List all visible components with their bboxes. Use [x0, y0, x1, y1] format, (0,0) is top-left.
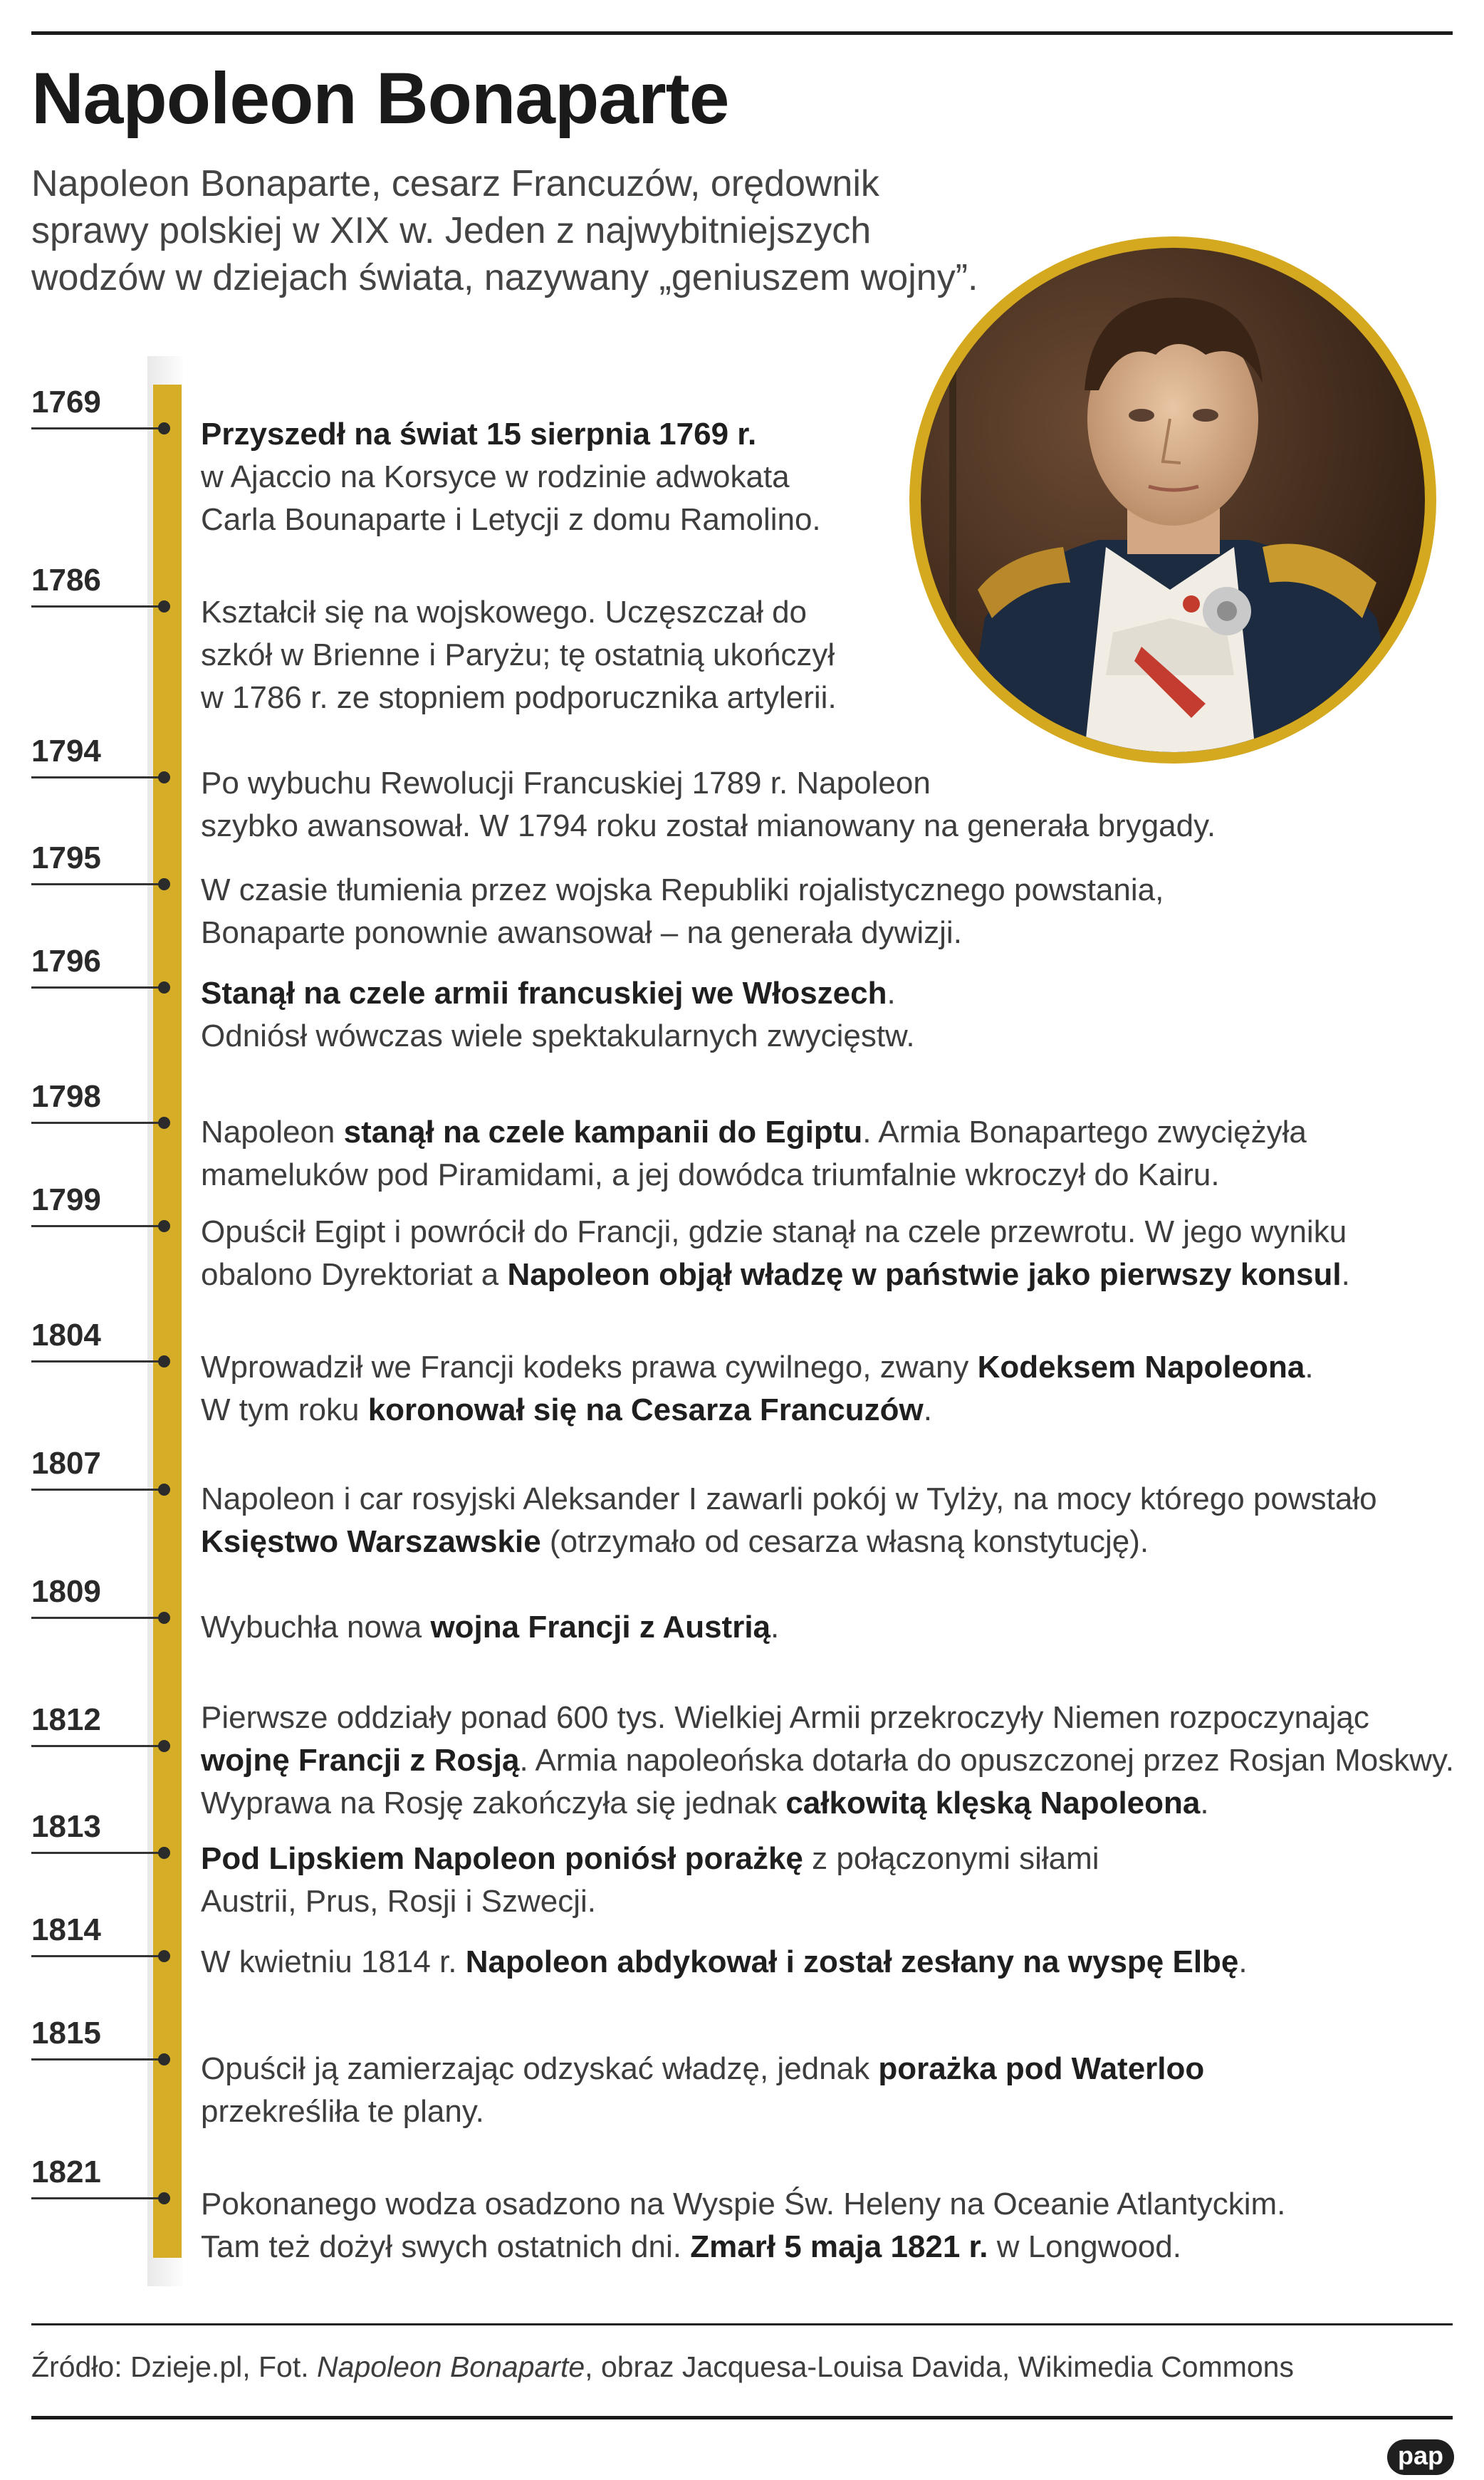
timeline-year: 1786: [31, 563, 101, 598]
timeline-entry: [201, 2183, 1285, 2268]
entry-text: .: [1200, 1786, 1209, 1820]
timeline-year: 1796: [31, 944, 101, 979]
timeline-tick: [31, 2197, 167, 2199]
timeline-tick: [31, 1617, 167, 1619]
source-credit: [31, 2350, 1294, 2384]
timeline-year: 1798: [31, 1079, 101, 1114]
entry-line: [201, 1606, 779, 1649]
timeline-entry: [201, 869, 1164, 954]
entry-line: [201, 499, 821, 541]
entry-text: Carla Bounaparte i Letycji z domu Ramolino.: [201, 502, 821, 537]
entry-text: Wybuchła nowa: [201, 1610, 431, 1645]
entry-line: [201, 2090, 1204, 2133]
timeline-dot: [158, 1117, 170, 1129]
entry-line: [201, 1782, 1454, 1825]
timeline-tick: [31, 883, 167, 885]
entry-text: Napoleon: [201, 1115, 344, 1150]
entry-text: Odniósł wówczas wiele spektakularnych zwycięstw.: [201, 1018, 915, 1053]
timeline-tick: [31, 1955, 167, 1957]
entry-text: Opuścił ją zamierzając odzyskać władzę, jednak: [201, 2051, 879, 2086]
timeline-year: 1769: [31, 385, 101, 420]
timeline-year: 1799: [31, 1182, 101, 1217]
entry-line: [201, 1346, 1314, 1389]
entry-line: [201, 1389, 1314, 1432]
timeline-entry: [201, 1111, 1307, 1197]
timeline-dot: [158, 1847, 170, 1859]
entry-line: [201, 634, 837, 677]
intro-line: wodzów w dziejach świata, nazywany „geniuszem wojny”.: [31, 257, 978, 298]
entry-highlight: Pod Lipskiem Napoleon poniósł porażkę: [201, 1841, 803, 1876]
timeline-entry: [201, 1697, 1454, 1825]
timeline-tick: [31, 1360, 167, 1363]
entry-text: . Armia Bonapartego zwyciężyła: [862, 1115, 1307, 1150]
entry-text: mameluków pod Piramidami, a jej dowódca triumfalnie wkroczył do Kairu.: [201, 1157, 1220, 1192]
timeline-year: 1821: [31, 2155, 101, 2189]
timeline-tick: [31, 605, 167, 608]
entry-highlight: Przyszedł na świat 15 sierpnia 1769 r.: [201, 417, 757, 452]
timeline-dot: [158, 1220, 170, 1232]
timeline-entry: [201, 2048, 1204, 2133]
timeline-entry: [201, 413, 821, 541]
entry-highlight: koronował się na Cesarza Francuzów: [367, 1392, 924, 1427]
timeline-dot: [158, 422, 170, 434]
timeline-dot: [158, 1950, 170, 1962]
entry-text: .: [770, 1610, 780, 1645]
entry-line: [201, 413, 821, 456]
timeline-year: 1814: [31, 1912, 101, 1947]
timeline-tick: [31, 427, 167, 429]
entry-text: Wprowadził we Francji kodeks prawa cywilnego, zwany: [201, 1350, 978, 1385]
entry-highlight: wojnę Francji z Rosją: [201, 1743, 520, 1778]
timeline-year: 1815: [31, 2016, 101, 2051]
entry-line: [201, 1154, 1307, 1197]
timeline-entry: [201, 972, 915, 1058]
entry-line: [201, 972, 915, 1015]
intro-line: Napoleon Bonaparte, cesarz Francuzów, orędownik: [31, 163, 879, 204]
entry-line: [201, 2226, 1285, 2268]
entry-text: Bonaparte ponownie awansował – na generała dywizji.: [201, 915, 962, 950]
timeline-entry: [201, 762, 1216, 848]
entry-line: [201, 805, 1216, 848]
timeline-tick: [31, 1745, 167, 1747]
entry-line: [201, 1111, 1307, 1154]
entry-highlight: Napoleon objął władzę w państwie jako pierwszy konsul: [507, 1257, 1342, 1292]
bottom-rule: [31, 2416, 1453, 2419]
entry-line: [201, 912, 1164, 954]
entry-text: z połączonymi siłami: [803, 1841, 1099, 1876]
timeline-year: 1794: [31, 734, 101, 769]
timeline-entry: [201, 1211, 1350, 1296]
timeline-entry: [201, 591, 837, 719]
entry-text: obalono Dyrektoriat a: [201, 1257, 508, 1292]
timeline-year: 1812: [31, 1702, 101, 1737]
timeline-dot: [158, 1355, 170, 1367]
timeline-year: 1809: [31, 1574, 101, 1609]
source-suffix: , obraz Jacquesa-Louisa Davida, Wikimedia Commons: [585, 2350, 1294, 2383]
timeline-tick: [31, 776, 167, 778]
entry-text: Kształcił się na wojskowego. Uczęszczał do: [201, 595, 808, 630]
entry-line: [201, 456, 821, 499]
timeline-year: 1813: [31, 1809, 101, 1844]
timeline-tick: [31, 1122, 167, 1124]
intro-line: sprawy polskiej w XIX w. Jeden z najwybitniejszych: [31, 210, 872, 251]
timeline-entry: [201, 1606, 779, 1649]
timeline-entry: [201, 1478, 1377, 1563]
entry-line: [201, 1941, 1248, 1984]
timeline-dot: [158, 878, 170, 890]
entry-text: . Armia napoleońska dotarła do opuszczonej przez Rosjan Moskwy.: [519, 1743, 1454, 1778]
entry-text: w Ajaccio na Korsyce w rodzinie adwokata: [201, 459, 790, 494]
timeline-year: 1804: [31, 1318, 101, 1353]
entry-text: .: [887, 976, 896, 1011]
entry-text: Austrii, Prus, Rosji i Szwecji.: [201, 1884, 597, 1919]
entry-text: szybko awansował. W 1794 roku został mianowany na generała brygady.: [201, 808, 1216, 843]
entry-line: [201, 1880, 1099, 1923]
entry-text: przekreśliła te plany.: [201, 2094, 484, 2129]
entry-text: szkół w Brienne i Paryżu; tę ostatnią ukończył: [201, 637, 835, 672]
timeline-year: 1807: [31, 1446, 101, 1481]
entry-line: [201, 869, 1164, 912]
timeline-dot: [158, 2053, 170, 2065]
entry-line: [201, 1697, 1454, 1739]
entry-line: [201, 1739, 1454, 1782]
timeline-rail: [153, 385, 182, 2258]
entry-text: Wyprawa na Rosję zakończyła się jednak: [201, 1786, 786, 1820]
entry-line: [201, 2183, 1285, 2226]
intro-text: [31, 160, 986, 301]
entry-text: Po wybuchu Rewolucji Francuskiej 1789 r. Napoleon: [201, 766, 931, 801]
entry-text: Pierwsze oddziały ponad 600 tys. Wielkiej Armii przekroczyły Niemen rozpoczynając: [201, 1700, 1369, 1735]
entry-text: Pokonanego wodza osadzono na Wyspie Św. Heleny na Oceanie Atlantyckim.: [201, 2187, 1286, 2221]
entry-text: W czasie tłumienia przez wojska Republiki rojalistycznego powstania,: [201, 872, 1164, 907]
top-rule: [31, 31, 1453, 35]
timeline-tick: [31, 986, 167, 989]
entry-highlight: porażka pod Waterloo: [878, 2051, 1205, 2086]
timeline-tick: [31, 1225, 167, 1227]
entry-highlight: całkowitą klęską Napoleona: [785, 1786, 1201, 1820]
timeline-year: 1795: [31, 840, 101, 875]
timeline-tick: [31, 1852, 167, 1854]
timeline-entry: [201, 1346, 1314, 1432]
entry-line: [201, 762, 1216, 805]
entry-line: [201, 1478, 1377, 1521]
entry-line: [201, 1015, 915, 1058]
entry-highlight: Zmarł 5 maja 1821 r.: [690, 2229, 988, 2264]
timeline-entry: [201, 1941, 1248, 1984]
entry-text: W kwietniu 1814 r.: [201, 1944, 466, 1979]
entry-highlight: Kodeksem Napoleona: [977, 1350, 1305, 1385]
entry-line: [201, 1838, 1099, 1880]
entry-text: w Longwood.: [988, 2229, 1181, 2264]
entry-line: [201, 2048, 1204, 2090]
entry-highlight: stanął na czele kampanii do Egiptu: [343, 1115, 863, 1150]
pap-logo: pap: [1387, 2439, 1454, 2475]
timeline-dot: [158, 1740, 170, 1752]
entry-text: Opuścił Egipt i powrócił do Francji, gdzie stanął na czele przewrotu. W jego wyniku: [201, 1214, 1347, 1249]
timeline-tick: [31, 2058, 167, 2060]
timeline-dot: [158, 981, 170, 994]
entry-line: [201, 1211, 1350, 1254]
entry-text: w 1786 r. ze stopniem podporucznika artylerii.: [201, 680, 837, 715]
timeline-tick: [31, 1489, 167, 1491]
timeline-dot: [158, 1484, 170, 1496]
entry-text: Tam też dożył swych ostatnich dni.: [201, 2229, 691, 2264]
entry-text: .: [923, 1392, 932, 1427]
entry-line: [201, 591, 837, 634]
entry-text: .: [1238, 1944, 1248, 1979]
portrait-image: [921, 248, 1425, 752]
entry-line: [201, 1521, 1377, 1563]
entry-line: [201, 1254, 1350, 1296]
timeline-dot: [158, 600, 170, 613]
entry-text: .: [1341, 1257, 1350, 1292]
entry-line: [201, 677, 837, 719]
source-title: Napoleon Bonaparte: [317, 2350, 585, 2383]
entry-text: W tym roku: [201, 1392, 368, 1427]
entry-highlight: Stanął na czele armii francuskiej we Włoszech: [201, 976, 887, 1011]
entry-highlight: wojna Francji z Austrią: [430, 1610, 771, 1645]
napoleon-portrait: [909, 236, 1436, 764]
timeline-dot: [158, 2192, 170, 2204]
entry-highlight: Napoleon abdykował i został zesłany na wyspę Elbę: [465, 1944, 1239, 1979]
timeline-dot: [158, 771, 170, 783]
timeline-entry: [201, 1838, 1099, 1923]
entry-text: .: [1305, 1350, 1314, 1385]
entry-text: Napoleon i car rosyjski Aleksander I zawarli pokój w Tylży, na mocy którego powstało: [201, 1481, 1377, 1516]
page-title: Napoleon Bonaparte: [31, 58, 729, 139]
entry-text: (otrzymało od cesarza własną konstytucję).: [540, 1524, 1149, 1559]
entry-highlight: Księstwo Warszawskie: [201, 1524, 541, 1559]
timeline-dot: [158, 1612, 170, 1624]
bottom-rule-upper: [31, 2323, 1453, 2325]
source-prefix: Źródło: Dzieje.pl, Fot.: [31, 2350, 318, 2383]
